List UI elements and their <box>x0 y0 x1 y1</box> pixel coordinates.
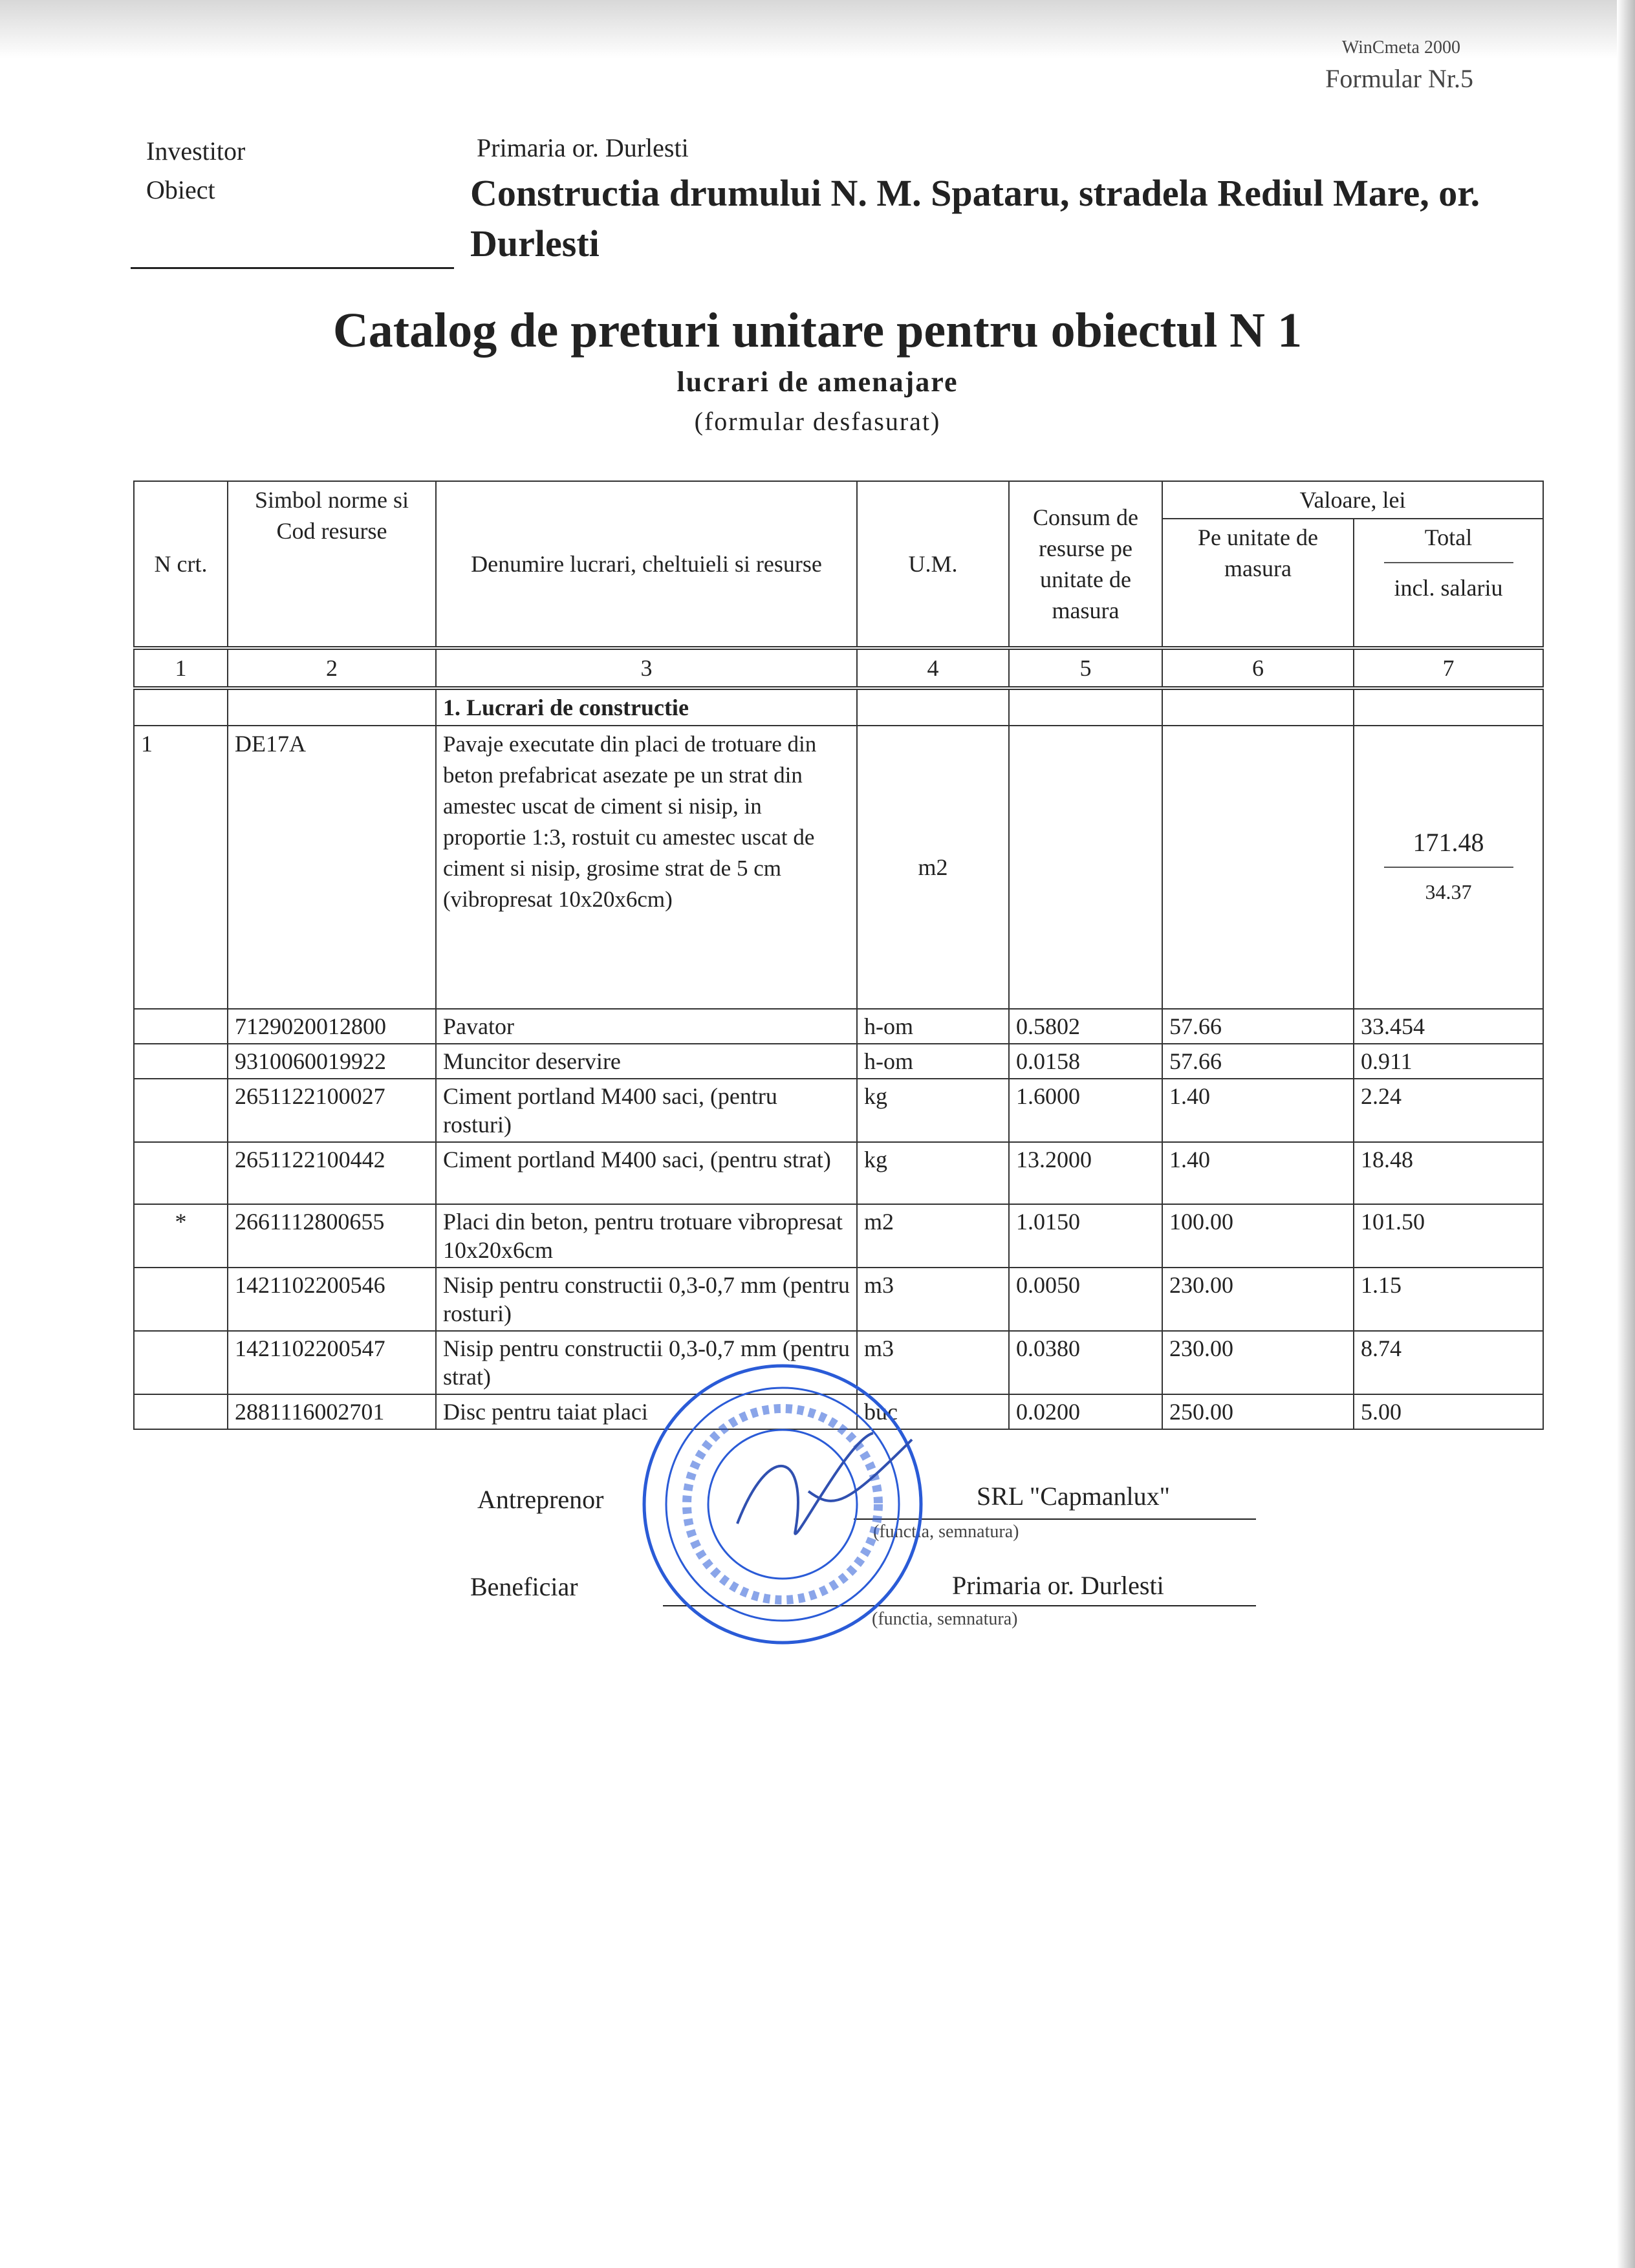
resource-name: Placi din beton, pentru trotuare vibropresat 10x20x6cm <box>436 1204 857 1268</box>
header-name: Denumire lucrari, cheltuieli si resurse <box>436 481 857 648</box>
page-subtitle: lucrari de amenajare <box>677 366 958 398</box>
resource-total: 2.24 <box>1354 1079 1543 1142</box>
resource-code: 2661112800655 <box>228 1204 436 1268</box>
col-number: 6 <box>1162 648 1354 688</box>
beneficiary-name: Primaria or. Durlesti <box>952 1571 1164 1600</box>
resource-um: kg <box>857 1142 1009 1204</box>
section-title: 1. Lucrari de constructie <box>436 688 857 726</box>
row-mark <box>134 1044 228 1079</box>
row-mark <box>134 1142 228 1204</box>
row-mark <box>134 1331 228 1394</box>
beneficiary-hint: (functia, semnatura) <box>872 1609 1018 1629</box>
resource-name: Ciment portland M400 saci, (pentru strat) <box>436 1142 857 1204</box>
object-value: Constructia drumului N. M. Spataru, stradela Rediul Mare, or. Durlesti <box>470 172 1480 265</box>
resource-code: 1421102200547 <box>228 1331 436 1394</box>
resource-consum: 1.6000 <box>1009 1079 1162 1142</box>
resource-code: 2881116002701 <box>228 1394 436 1429</box>
header-total-label: Total <box>1424 524 1473 550</box>
page-subtitle-2: (formular desfasurat) <box>694 407 941 436</box>
resource-row <box>134 1394 1543 1429</box>
resource-total: 0.911 <box>1354 1044 1543 1079</box>
resource-total: 8.74 <box>1354 1331 1543 1394</box>
resource-name: Ciment portland M400 saci, (pentru rosturi) <box>436 1079 857 1142</box>
resource-um: h-om <box>857 1044 1009 1079</box>
resource-code: 7129020012800 <box>228 1009 436 1044</box>
col-number: 3 <box>436 648 857 688</box>
resource-code: 9310060019922 <box>228 1044 436 1079</box>
header-um: U.M. <box>857 481 1009 648</box>
investor-value: Primaria or. Durlesti <box>477 133 689 162</box>
resource-name: Nisip pentru constructii 0,3-0,7 mm (pentru strat) <box>436 1331 857 1394</box>
contractor-signature-line <box>854 1518 1256 1520</box>
resource-row <box>134 1142 1543 1204</box>
header-valoare: Valoare, lei <box>1162 481 1543 519</box>
resource-consum: 0.0380 <box>1009 1331 1162 1394</box>
item-number: 1 <box>134 726 228 1009</box>
col-number: 1 <box>134 648 228 688</box>
contractor-name: SRL "Capmanlux" <box>977 1482 1170 1511</box>
resource-total: 101.50 <box>1354 1204 1543 1268</box>
resource-row <box>134 1044 1543 1079</box>
resource-code: 2651122100027 <box>228 1079 436 1142</box>
header-unit-price: Pe unitate de masura <box>1162 519 1354 648</box>
resource-consum: 13.2000 <box>1009 1142 1162 1204</box>
item-total <box>1354 726 1543 1009</box>
resource-total: 33.454 <box>1354 1009 1543 1044</box>
col-number: 4 <box>857 648 1009 688</box>
resource-name: Muncitor deservire <box>436 1044 857 1079</box>
beneficiary-label: Beneficiar <box>470 1572 578 1601</box>
resource-price: 230.00 <box>1162 1268 1354 1331</box>
resource-um: m2 <box>857 1204 1009 1268</box>
resource-consum: 1.0150 <box>1009 1204 1162 1268</box>
row-mark <box>134 1009 228 1044</box>
item-name: Pavaje executate din placi de trotuare din beton prefabricat asezate pe un strat din amestec uscat de ciment si nisip, in proportie 1:3, rostuit cu amestec uscat de ciment si nisip, grosime strat de 5 cm (vibropresat 10x20x6cm) <box>436 726 857 1009</box>
form-number: Formular Nr.5 <box>1325 64 1473 93</box>
resource-price: 250.00 <box>1162 1394 1354 1429</box>
row-mark <box>134 1079 228 1142</box>
header-incl-salary: incl. salariu <box>1394 575 1503 601</box>
main-item-row <box>134 726 1543 1009</box>
resource-price: 230.00 <box>1162 1331 1354 1394</box>
resource-consum: 0.0200 <box>1009 1394 1162 1429</box>
contractor-label: Antreprenor <box>477 1485 604 1514</box>
item-salary-value: 34.37 <box>1425 880 1472 903</box>
price-catalog-table <box>133 481 1544 1430</box>
col-number: 2 <box>228 648 436 688</box>
header-n: N crt. <box>134 481 228 648</box>
col-number: 5 <box>1009 648 1162 688</box>
resource-price: 100.00 <box>1162 1204 1354 1268</box>
resource-um: m3 <box>857 1268 1009 1331</box>
resource-um: buc <box>857 1394 1009 1429</box>
page-title: Catalog de preturi unitare pentru obiectul N 1 <box>332 303 1303 358</box>
resource-name: Disc pentru taiat placi <box>436 1394 857 1429</box>
resource-consum: 0.0050 <box>1009 1268 1162 1331</box>
row-mark <box>134 1394 228 1429</box>
resource-code: 2651122100442 <box>228 1142 436 1204</box>
resource-price: 1.40 <box>1162 1079 1354 1142</box>
resource-price: 57.66 <box>1162 1044 1354 1079</box>
row-mark <box>134 1268 228 1331</box>
resource-total: 1.15 <box>1354 1268 1543 1331</box>
resource-name: Nisip pentru constructii 0,3-0,7 mm (pentru rosturi) <box>436 1268 857 1331</box>
software-name: WinCmeta 2000 <box>1341 38 1460 58</box>
object-label: Obiect <box>146 175 215 204</box>
resource-um: kg <box>857 1079 1009 1142</box>
resource-consum: 0.0158 <box>1009 1044 1162 1079</box>
resource-price: 1.40 <box>1162 1142 1354 1204</box>
row-mark: * <box>134 1204 228 1268</box>
underline <box>131 267 454 269</box>
contractor-hint: (functia, semnatura) <box>873 1522 1019 1542</box>
investor-label: Investitor <box>146 136 246 166</box>
col-number: 7 <box>1354 648 1543 688</box>
resource-total: 5.00 <box>1354 1394 1543 1429</box>
resource-row <box>134 1079 1543 1142</box>
resource-um: m3 <box>857 1331 1009 1394</box>
item-um: m2 <box>857 726 1009 1009</box>
item-code: DE17A <box>228 726 436 1009</box>
resource-code: 1421102200546 <box>228 1268 436 1331</box>
resource-price: 57.66 <box>1162 1009 1354 1044</box>
beneficiary-signature-line <box>663 1605 1256 1606</box>
resource-row <box>134 1268 1543 1331</box>
resource-total: 18.48 <box>1354 1142 1543 1204</box>
resource-name: Pavator <box>436 1009 857 1044</box>
header-consum: Consum de resurse pe unitate de masura <box>1009 481 1162 648</box>
resource-row <box>134 1204 1543 1268</box>
resource-row <box>134 1331 1543 1394</box>
section-row <box>134 688 1543 726</box>
resource-consum: 0.5802 <box>1009 1009 1162 1044</box>
header-total <box>1354 519 1543 648</box>
resource-row <box>134 1009 1543 1044</box>
item-total-value: 171.48 <box>1413 828 1484 857</box>
resource-um: h-om <box>857 1009 1009 1044</box>
header-code: Simbol norme si Cod resurse <box>228 481 436 648</box>
